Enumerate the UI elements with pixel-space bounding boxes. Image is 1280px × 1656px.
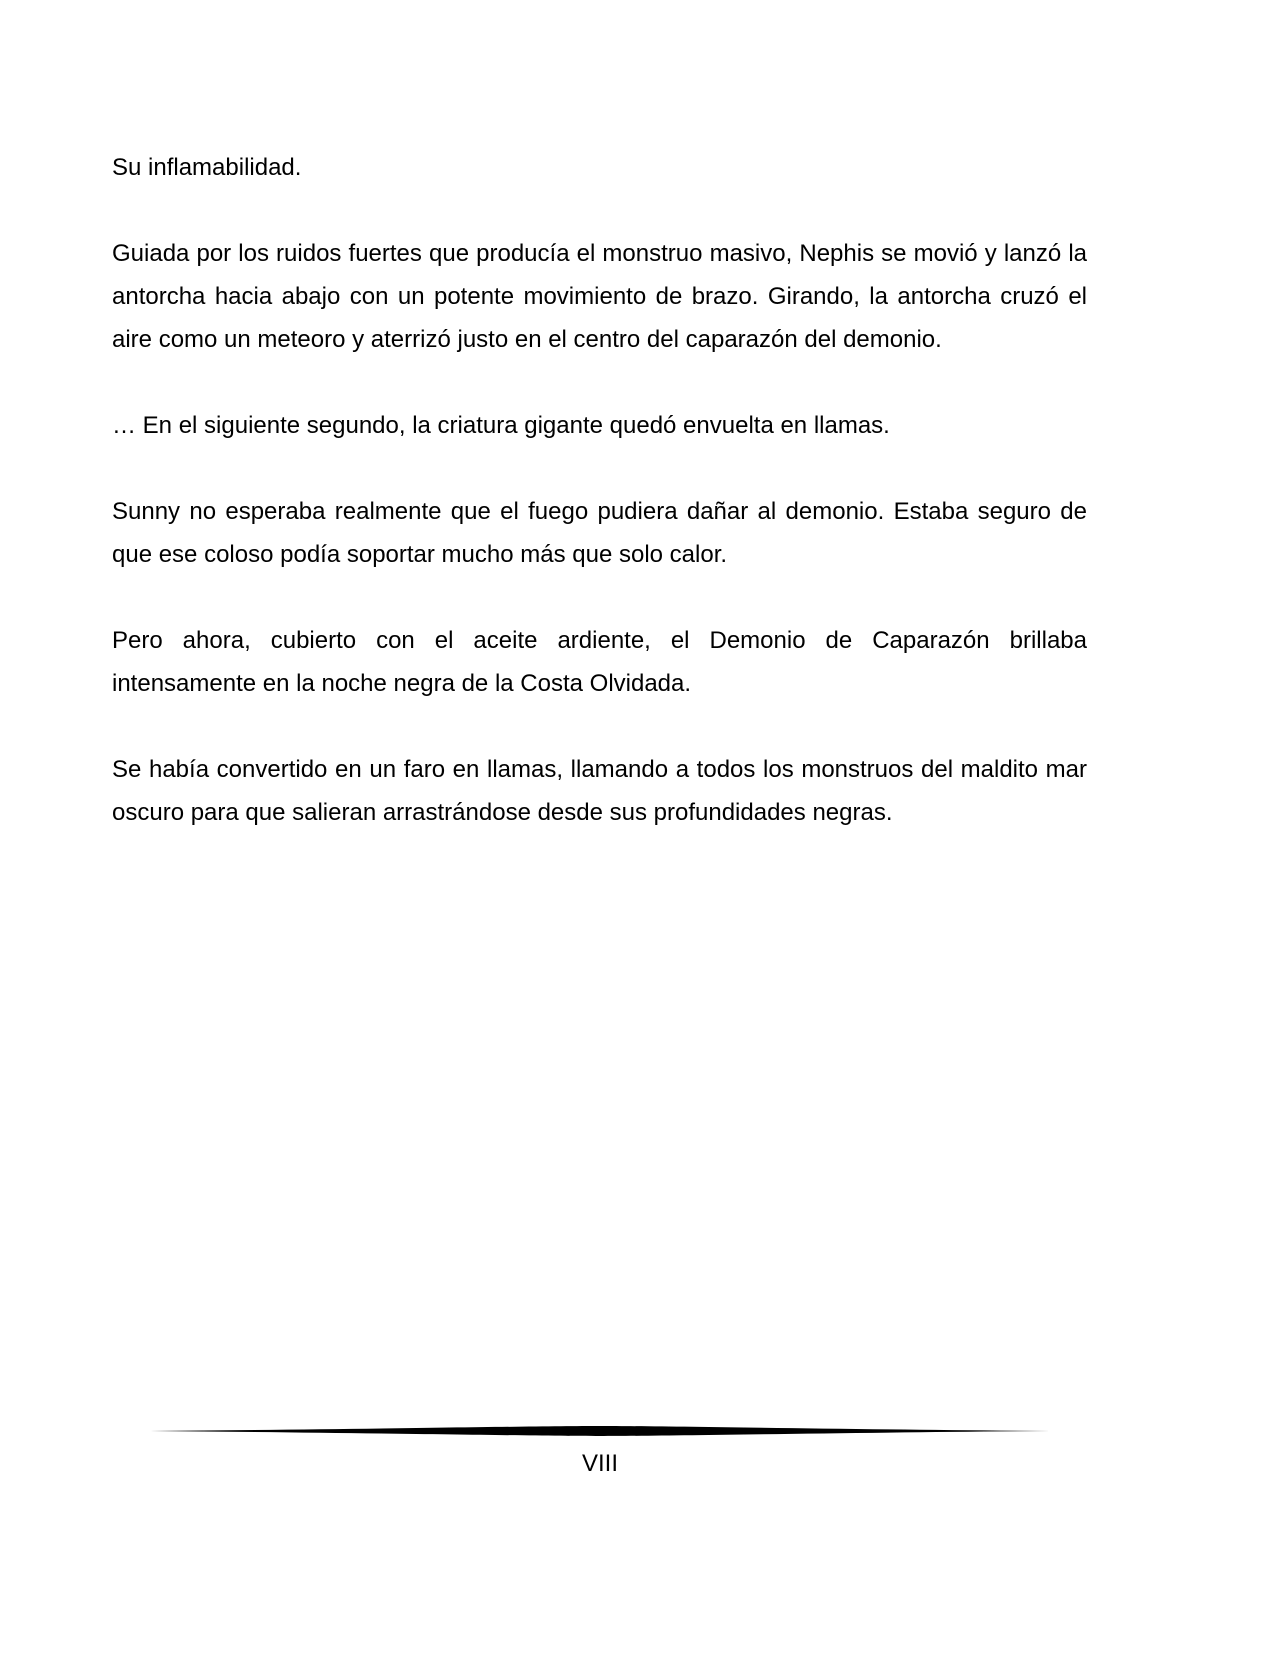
- paragraph-5: Pero ahora, cubierto con el aceite ardiente, el Demonio de Caparazón brillaba intensamente en la noche negra de la Costa Olvidada.: [112, 627, 1087, 697]
- paragraph-6: Se había convertido en un faro en llamas, llamando a todos los monstruos del maldito mar oscuro para que salieran arrastrándose desde sus profundidades negras.: [112, 756, 1087, 826]
- footer-divider: [150, 1424, 1050, 1438]
- paragraph-1: Su inflamabilidad.: [112, 154, 302, 181]
- page-number: VIII: [581, 1450, 618, 1477]
- body-text: [112, 146, 1087, 877]
- paragraph-4: Sunny no esperaba realmente que el fuego pudiera dañar al demonio. Estaba seguro de que ese coloso podía soportar mucho más que solo calor.: [112, 498, 1087, 568]
- paragraph-3: … En el siguiente segundo, la criatura gigante quedó envuelta en llamas.: [112, 412, 890, 439]
- paragraph-2: Guiada por los ruidos fuertes que producía el monstruo masivo, Nephis se movió y lanzó la antorcha hacia abajo con un potente movimiento de brazo. Girando, la antorcha cruzó el aire como un meteoro y aterrizó justo en el centro del caparazón del demonio.: [112, 240, 1087, 353]
- footer-divider-swash: [150, 1426, 1050, 1436]
